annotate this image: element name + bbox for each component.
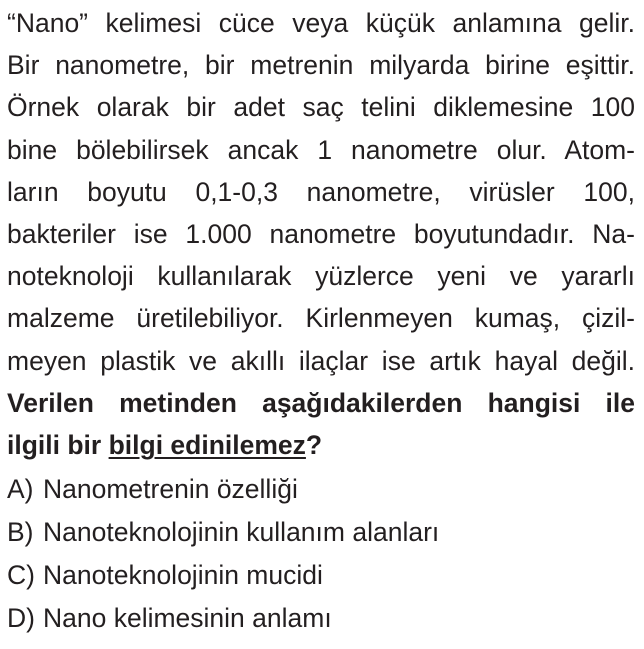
option-text: Nanoteknolojinin kullanım alanları bbox=[43, 517, 440, 548]
passage-text bbox=[7, 0, 635, 382]
question-stem bbox=[7, 382, 635, 466]
answer-options bbox=[7, 468, 635, 639]
answer-option-c[interactable] bbox=[7, 554, 635, 597]
option-text: Nano kelimesinin anlamı bbox=[43, 602, 332, 633]
question-stem-suffix: ? bbox=[305, 430, 323, 461]
question-stem-emphasis: bilgi edinilemez bbox=[108, 430, 306, 461]
option-letter: C) bbox=[7, 559, 35, 590]
passage-line: Örnek olarak bir adet saç telini diklemesine 100 bbox=[7, 92, 635, 123]
question-stem-line bbox=[7, 424, 635, 466]
passage-line: bine bölebilirsek ancak 1 nanometre olur. Atom- bbox=[7, 134, 635, 165]
option-letter: A) bbox=[7, 474, 34, 505]
answer-option-a[interactable] bbox=[7, 468, 635, 511]
passage-line: Bir nanometre, bir metrenin milyarda birine eşittir. bbox=[7, 50, 635, 81]
passage-line: “Nano” kelimesi cüce veya küçük anlamına gelir. bbox=[7, 8, 635, 38]
option-text: Nanoteknolojinin mucidi bbox=[43, 559, 323, 590]
passage-line: meyen plastik ve akıllı ilaçlar ise artık hayal değil. bbox=[7, 345, 635, 376]
passage-line: bakteriler ise 1.000 nanometre boyutundadır. Na- bbox=[7, 219, 635, 250]
option-letter: D) bbox=[7, 602, 35, 633]
passage-line: ların boyutu 0,1-0,3 nanometre, virüsler 100, bbox=[7, 176, 635, 207]
passage-line: malzeme üretilebiliyor. Kirlenmeyen kumaş, çizil- bbox=[7, 303, 635, 334]
option-text: Nanometrenin özelliği bbox=[43, 474, 298, 505]
option-letter: B) bbox=[7, 517, 34, 548]
question-stem-line: Verilen metinden aşağıdakilerden hangisi ile bbox=[7, 387, 635, 418]
question-block bbox=[7, 0, 635, 639]
question-stem-prefix: ilgili bir bbox=[7, 430, 109, 461]
answer-option-d[interactable] bbox=[7, 597, 635, 640]
answer-option-b[interactable] bbox=[7, 511, 635, 554]
passage-line: noteknoloji kullanılarak yüzlerce yeni ve yararlı bbox=[7, 261, 635, 292]
